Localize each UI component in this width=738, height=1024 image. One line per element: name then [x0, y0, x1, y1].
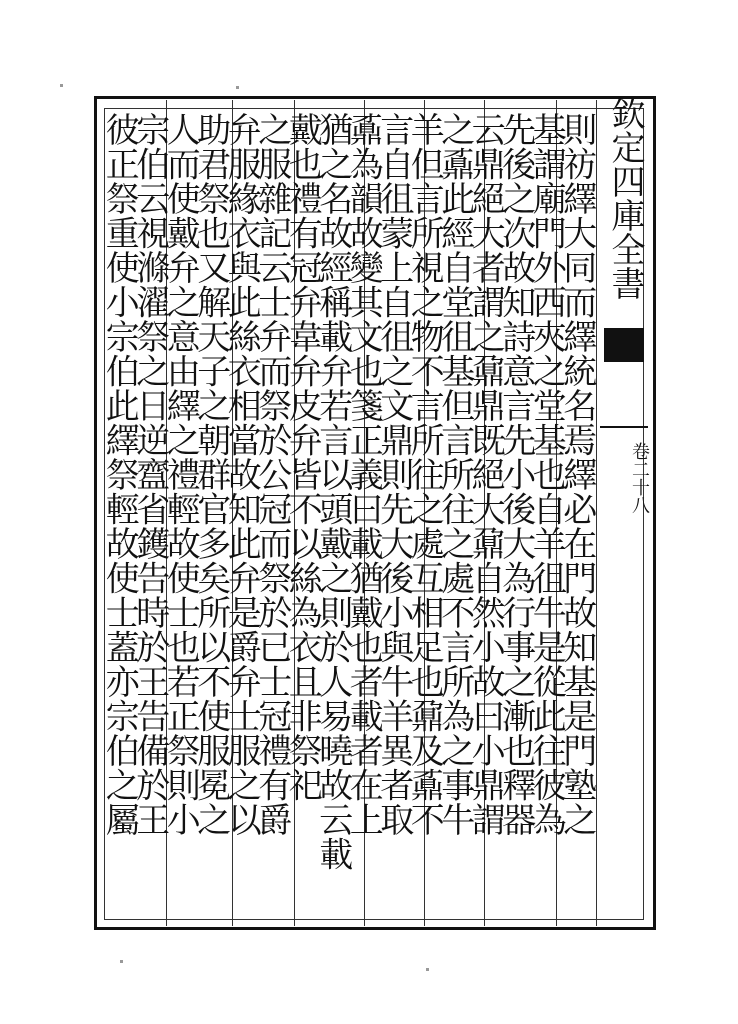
- text-column-13: 助君祭也又解天子之朝群官多矣所以不使服冕之: [190, 112, 231, 837]
- text-column-10: 戴也禮有冠弁韋弁皮弁皆不以絲為衣且非祭祀: [282, 112, 323, 802]
- fishtail-marker: [604, 328, 644, 362]
- text-column-15: 宗伯云視滌濯祭之日逆齍省鑊告時於王告備於王: [129, 112, 170, 837]
- text-column-14: 人而使戴弁之意由繹之禮輕故使士也若正祭則小: [160, 112, 201, 837]
- text-column-4: 云鼎絕大者謂之鼐鼎既絕大鼐自然小故曰小鼎謂: [465, 112, 506, 837]
- text-column-1: 則祊繹大同而繹統名焉繹必在門故知基是門塾之: [556, 112, 597, 837]
- text-column-8: 鼒為韻故變其文也箋正義曰載猶戴也者載者在上: [343, 112, 384, 837]
- text-column-6: 羊但言所視之物不言所往之處互相足也鼐及鼒不: [404, 112, 445, 837]
- text-column-2: 基謂廟門外西夾之堂基也自羊徂牛是從此往彼為: [526, 112, 567, 837]
- text-column-11: 之服雜記云士弁而祭於公冠而祭於已士冠禮有爵: [251, 112, 292, 837]
- text-column-5: 之鼒此經自堂徂基但言所往之處不言所為之事牛: [434, 112, 475, 837]
- paper-speck: [60, 84, 63, 87]
- book-title-banner: 欽定四庫全書: [600, 96, 648, 428]
- paper-speck: [426, 968, 429, 971]
- paper-speck: [120, 960, 123, 963]
- text-column-7: 言自徂蒙上自徂之文鼎則先大後小與牛羊異者取: [373, 112, 414, 837]
- paper-speck: [236, 86, 239, 89]
- text-column-3: 先後之次故知詩意言先小後大為行事之漸也釋器: [495, 112, 536, 837]
- text-column-12: 弁服緣衣與此絲衣相當故知此弁是爵弁士服之以: [221, 112, 262, 837]
- text-column-16: 彼正祭重使小宗伯此繹祭輕故使士蓋亦宗伯之屬: [99, 112, 140, 837]
- volume-label: 卷二十八: [629, 442, 650, 514]
- text-column-9: 猶之名故經稱載弁若言以頭戴之則於人易曉故云載: [312, 112, 353, 871]
